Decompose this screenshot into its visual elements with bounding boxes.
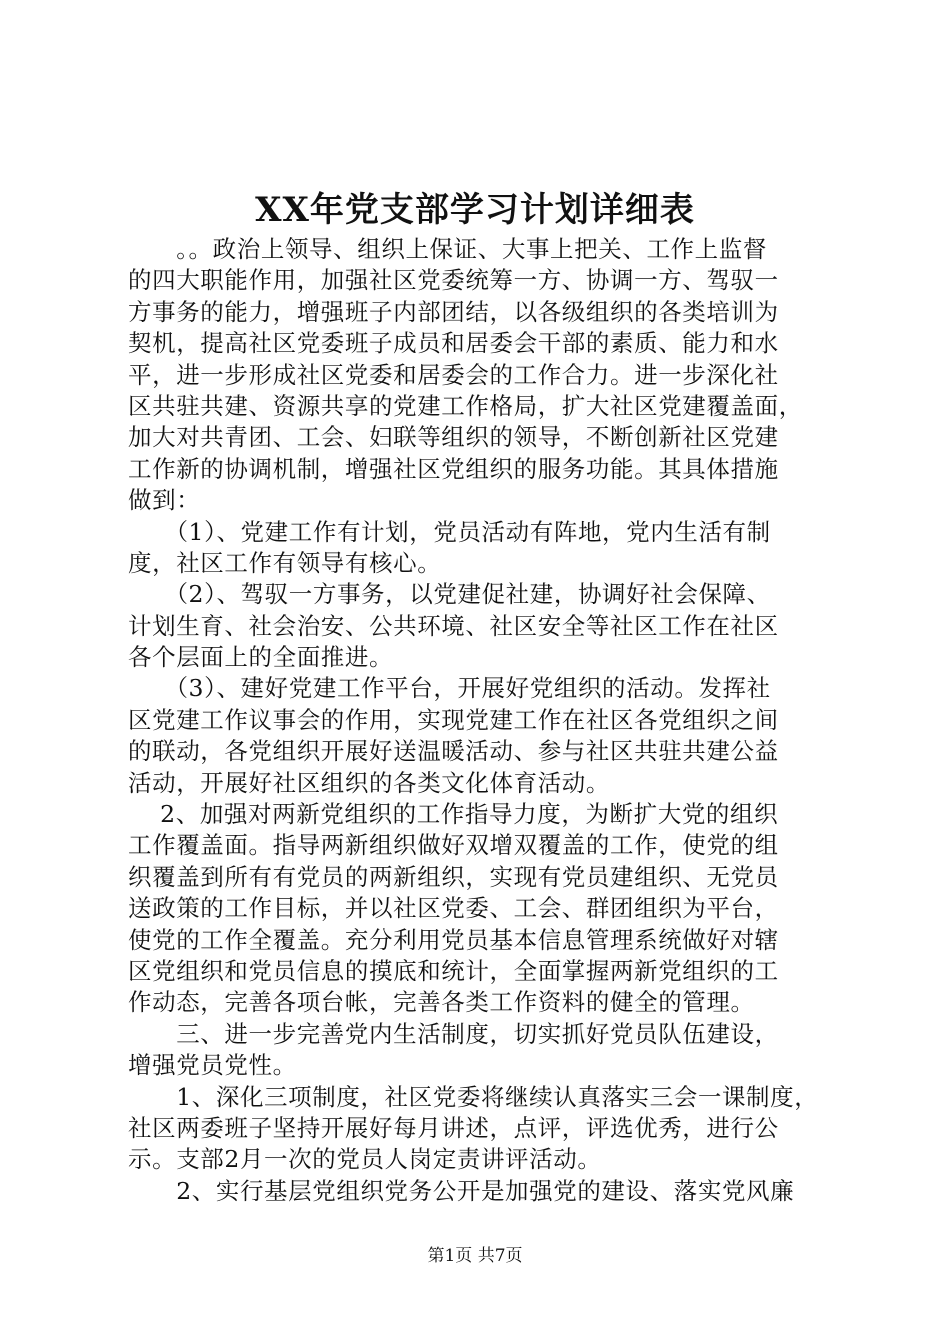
- body-line: 三、进一步完善党内生活制度，切实抓好党员队伍建设，: [128, 1019, 779, 1048]
- page-number-footer: 第1页 共7页: [427, 1246, 523, 1266]
- body-line: 做到：: [128, 486, 201, 515]
- document-body: [128, 234, 836, 1207]
- body-line: 加大对共青团、工会、妇联等组织的领导，不断创新社区党建: [128, 423, 779, 452]
- body-line: 计划生育、社会治安、公共环境、社区安全等社区工作在社区: [128, 611, 779, 640]
- document-title: XX年党支部学习计划详细表: [255, 190, 695, 230]
- body-line: 1、深化三项制度，社区党委将继续认真落实三会一课制度，: [128, 1082, 819, 1111]
- body-line: 社区两委班子坚持开展好每月讲述，点评，评选优秀，进行公: [128, 1113, 779, 1142]
- body-line: 使党的工作全覆盖。充分利用党员基本信息管理系统做好对辖: [128, 925, 779, 954]
- body-line: 增强党员党性。: [128, 1051, 297, 1080]
- body-line: 示。支部2月一次的党员人岗定责讲评活动。: [128, 1145, 602, 1174]
- body-line: 作动态，完善各项台帐，完善各类工作资料的健全的管理。: [128, 988, 755, 1017]
- body-line: （1）、党建工作有计划，党员活动有阵地，党内生活有制: [128, 517, 771, 546]
- body-line: （2）、驾驭一方事务，以党建促社建，协调好社会保障、: [128, 580, 771, 609]
- body-line: 送政策的工作目标，并以社区党委、工会、群团组织为平台，: [128, 894, 779, 923]
- body-line: 各个层面上的全面推进。: [128, 643, 394, 672]
- body-line: 区党组织和党员信息的摸底和统计，全面掌握两新党组织的工: [128, 956, 779, 985]
- body-line: 平，进一步形成社区党委和居委会的工作合力。进一步深化社: [128, 360, 779, 389]
- body-line: 区党建工作议事会的作用，实现党建工作在社区各党组织之间: [128, 705, 779, 734]
- body-line: 织覆盖到所有有党员的两新组织，实现有党员建组织、无党员: [128, 862, 779, 891]
- body-line: 。。政治上领导、组织上保证、大事上把关、工作上监督: [128, 235, 767, 263]
- body-line: 2、加强对两新党组织的工作指导力度，为断扩大党的组织: [128, 800, 779, 829]
- body-line: 工作新的协调机制，增强社区党组织的服务功能。其具体措施: [128, 454, 779, 483]
- body-line: （3）、建好党建工作平台，开展好党组织的活动。发挥社: [128, 674, 771, 703]
- body-line: 2、实行基层党组织党务公开是加强党的建设、落实党风廉: [128, 1176, 795, 1205]
- body-line: 契机，提高社区党委班子成员和居委会干部的素质、能力和水: [128, 329, 779, 358]
- body-line: 度，社区工作有领导有核心。: [128, 548, 442, 577]
- body-line: 的四大职能作用，加强社区党委统筹一方、协调一方、驾驭一: [128, 266, 779, 295]
- body-line: 工作覆盖面。指导两新组织做好双增双覆盖的工作，使党的组: [128, 831, 779, 860]
- body-line: 方事务的能力，增强班子内部团结，以各级组织的各类培训为: [128, 297, 779, 326]
- body-line: 活动，开展好社区组织的各类文化体育活动。: [128, 768, 610, 797]
- body-line: 的联动，各党组织开展好送温暖活动、参与社区共驻共建公益: [128, 737, 779, 766]
- body-line: 区共驻共建、资源共享的党建工作格局，扩大社区党建覆盖面，: [128, 391, 803, 420]
